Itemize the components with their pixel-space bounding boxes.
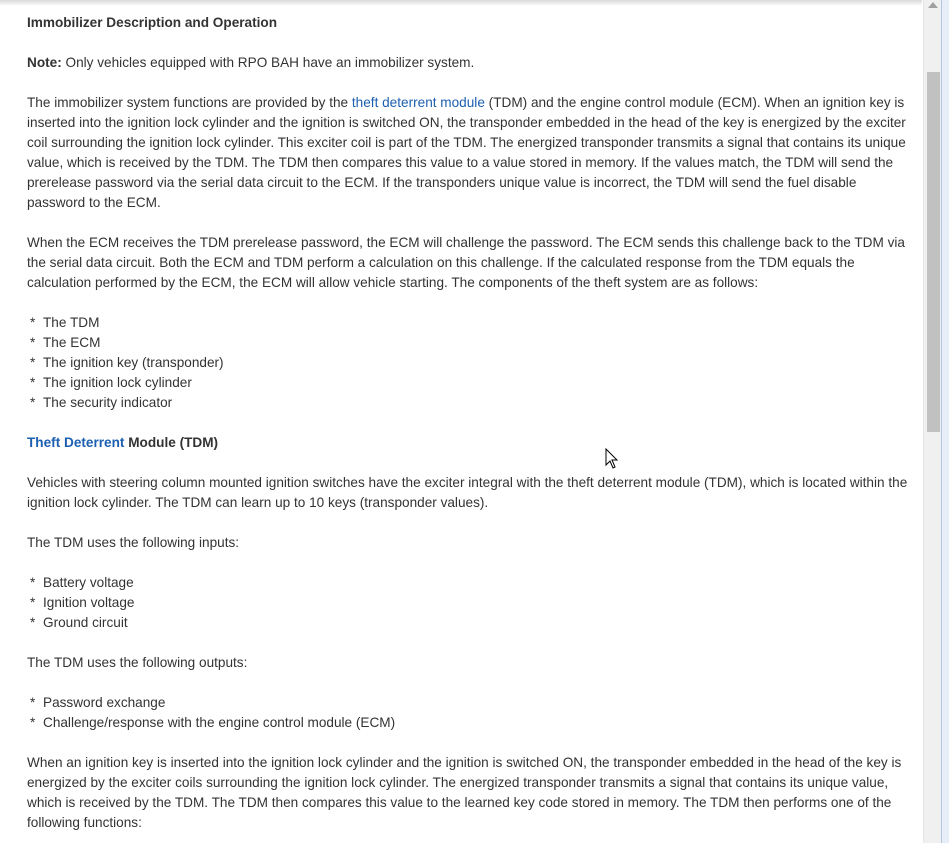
bullet: *: [30, 395, 36, 410]
inputs-intro: The TDM uses the following inputs:: [27, 535, 240, 550]
vertical-scrollbar[interactable]: [923, 0, 942, 843]
intro-paragraph: [27, 93, 909, 213]
bullet: *: [30, 595, 36, 610]
bullet: *: [30, 695, 36, 710]
list-item: [27, 313, 909, 333]
list-item-text: Ground circuit: [43, 615, 128, 630]
list-item: [27, 393, 909, 413]
transponder-paragraph: When an ignition key is inserted into the ignition lock cylinder and the ignition is switched ON, the transponder embedded in the head of the key is energized by the exciter coils surrounding the ignition lock cylinder. The energized transponder transmits a signal that contains its unique value, which is received by the TDM. The TDM then compares this value to the learned key code stored in memory. The TDM then performs one of the following functions:: [27, 755, 902, 830]
list-item: [27, 693, 909, 713]
tdm-title-rest: Module (TDM): [124, 435, 219, 450]
outputs-intro: The TDM uses the following outputs:: [27, 655, 248, 670]
list-item-text: Challenge/response with the engine control module (ECM): [43, 715, 396, 730]
document-content: [27, 13, 909, 853]
challenge-paragraph: When the ECM receives the TDM prerelease password, the ECM will challenge the password. The ECM sends this challenge back to the TDM via the serial data circuit. Both the ECM and TDM perform a calculation on this challenge. If the calculated response from the TDM equals the calculation performed by the ECM, the ECM will allow vehicle starting. The components of the theft system are as follows:: [27, 235, 905, 290]
list-item: [27, 713, 909, 733]
list-item-text: The ECM: [43, 335, 101, 350]
window-edge: [941, 0, 949, 843]
note-label: Note:: [27, 55, 62, 70]
list-item: [27, 373, 909, 393]
list-item-text: Ignition voltage: [43, 595, 135, 610]
note-text: Only vehicles equipped with RPO BAH have an immobilizer system.: [61, 55, 475, 70]
bullet: *: [30, 375, 36, 390]
list-item-text: The TDM: [43, 315, 100, 330]
toolbar-shadow: [0, 0, 922, 6]
note-paragraph: [27, 53, 909, 73]
mouse-cursor-icon: [605, 448, 619, 470]
scroll-thumb[interactable]: [927, 72, 940, 432]
bullet: *: [30, 715, 36, 730]
inputs-list: [27, 573, 909, 633]
intro-text-rest: (TDM) and the engine control module (ECM). When an ignition key is inserted into the ignition lock cylinder and the ignition is switched ON, the transponder embedded in the head of the key is energized by the exciter coil surrounding the ignition lock cylinder. This exciter coil is part of the TDM. The energized transponder transmits a signal that contains its unique value, which is received by the TDM. The TDM then compares this value to a value stored in memory. If the values match, the TDM will send the prerelease password via the serial data circuit to the ECM. If the transponders unique value is incorrect, the TDM will send the fuel disable password to the ECM.: [27, 95, 906, 210]
tdm-section-title: [27, 433, 909, 453]
list-item-text: Password exchange: [43, 695, 166, 710]
theft-deterrent-link[interactable]: Theft Deterrent: [27, 435, 125, 450]
list-item-text: Battery voltage: [43, 575, 134, 590]
list-item-text: The ignition lock cylinder: [43, 375, 192, 390]
theft-deterrent-module-link[interactable]: theft deterrent module: [351, 95, 485, 110]
tdm-paragraph: Vehicles with steering column mounted ignition switches have the exciter integral with the theft deterrent module (TDM), which is located within the ignition lock cylinder. The TDM can learn up to 10 keys (transponder values).: [27, 475, 908, 510]
list-item-text: The security indicator: [43, 395, 173, 410]
outputs-list: [27, 693, 909, 733]
list-item: [27, 573, 909, 593]
list-item: [27, 353, 909, 373]
intro-text-start: The immobilizer system functions are provided by the: [27, 95, 352, 110]
bullet: *: [30, 315, 36, 330]
list-item-text: The ignition key (transponder): [43, 355, 224, 370]
bullet: *: [30, 355, 36, 370]
bullet: *: [30, 615, 36, 630]
bullet: *: [30, 575, 36, 590]
section-title: Immobilizer Description and Operation: [27, 15, 278, 30]
list-item: [27, 613, 909, 633]
list-item: [27, 593, 909, 613]
list-item: [27, 333, 909, 353]
components-list: [27, 313, 909, 413]
bullet: *: [30, 335, 36, 350]
scroll-up-arrow-icon[interactable]: [928, 2, 938, 8]
